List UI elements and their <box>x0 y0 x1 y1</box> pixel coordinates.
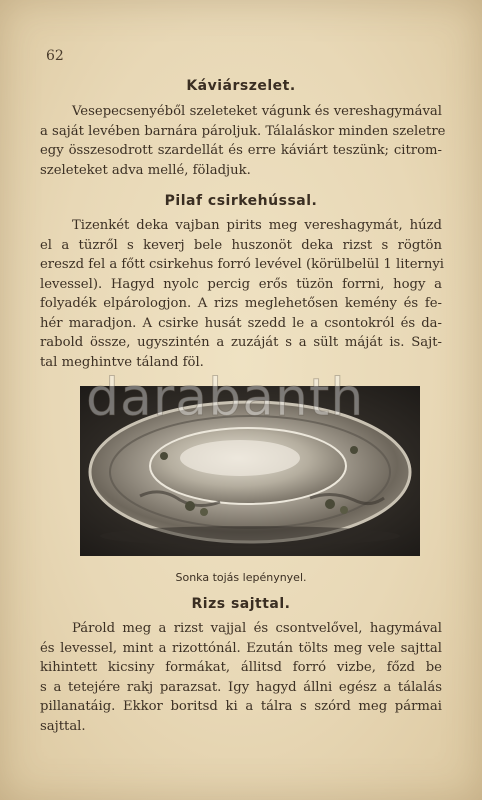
text-line: folyadék elpárologjon. A rizs meglehetősen kemény és fe- <box>40 296 442 311</box>
text-line: hér maradjon. A csirke husát szedd le a csontokról és da- <box>40 315 442 331</box>
text-line: el a tüzről s keverj bele huszonöt deka rizst s rögtön <box>40 237 442 253</box>
section-title-kaviarszelet: Káviárszelet. <box>186 78 296 94</box>
text-line: Vesepecsenyéből szeleteket vágunk és vereshagymával <box>72 104 442 119</box>
watermark: darabanth <box>86 368 365 428</box>
text-line: a saját levében barnára pároljuk. Tálaláskor minden szeletre <box>40 123 446 139</box>
text-line: egy összesodrott szardellát és erre káviárt teszünk; citrom- <box>40 143 442 158</box>
text-line: sajttal. <box>40 718 86 734</box>
text-line: rabold össze, ugyszintén a zuzáját s a sült máját is. Sajt- <box>40 335 442 350</box>
figure-caption: Sonka tojás lepénynyel. <box>175 571 307 584</box>
text-line: tal meghintve táland föl. <box>40 354 204 370</box>
text-line: s a tetejére rakj parazsat. Igy hagyd állni egész a tálalás <box>40 679 442 695</box>
page-number: 62 <box>46 48 64 64</box>
text-line: szeleteket adva mellé, föladjuk. <box>40 162 251 178</box>
text-line: Tizenkét deka vajban pirits meg vereshagymát, húzd <box>72 218 442 233</box>
text-line: pillanatáig. Ekkor boritsd ki a tálra s szórd meg pármai <box>40 699 442 714</box>
platter-photo <box>80 386 420 556</box>
text-line: levessel). Hagyd nyolc percig erős tüzön forrni, hogy a <box>40 276 442 292</box>
paragraph-pilaf <box>40 216 442 372</box>
text-line: Párold meg a rizst vajjal és csontvelővel, hagymával <box>72 621 442 636</box>
section-title-rizs-sajttal: Rizs sajttal. <box>191 596 291 612</box>
text-line: és levessel, mint a rizottónál. Ezután tölts meg vele sajttal <box>40 640 442 656</box>
section-title-pilaf: Pilaf csirkehússal. <box>164 193 318 209</box>
paragraph-kaviarszelet <box>40 102 446 180</box>
platter-icon <box>80 386 420 556</box>
paragraph-rizs-sajttal <box>40 619 442 736</box>
text-line: kihintett kicsiny formákat, állitsd forró vizbe, főzd be <box>40 660 442 675</box>
text-line: ereszd fel a főtt csirkehus forró levével (körülbelül 1 liternyi <box>40 257 444 272</box>
